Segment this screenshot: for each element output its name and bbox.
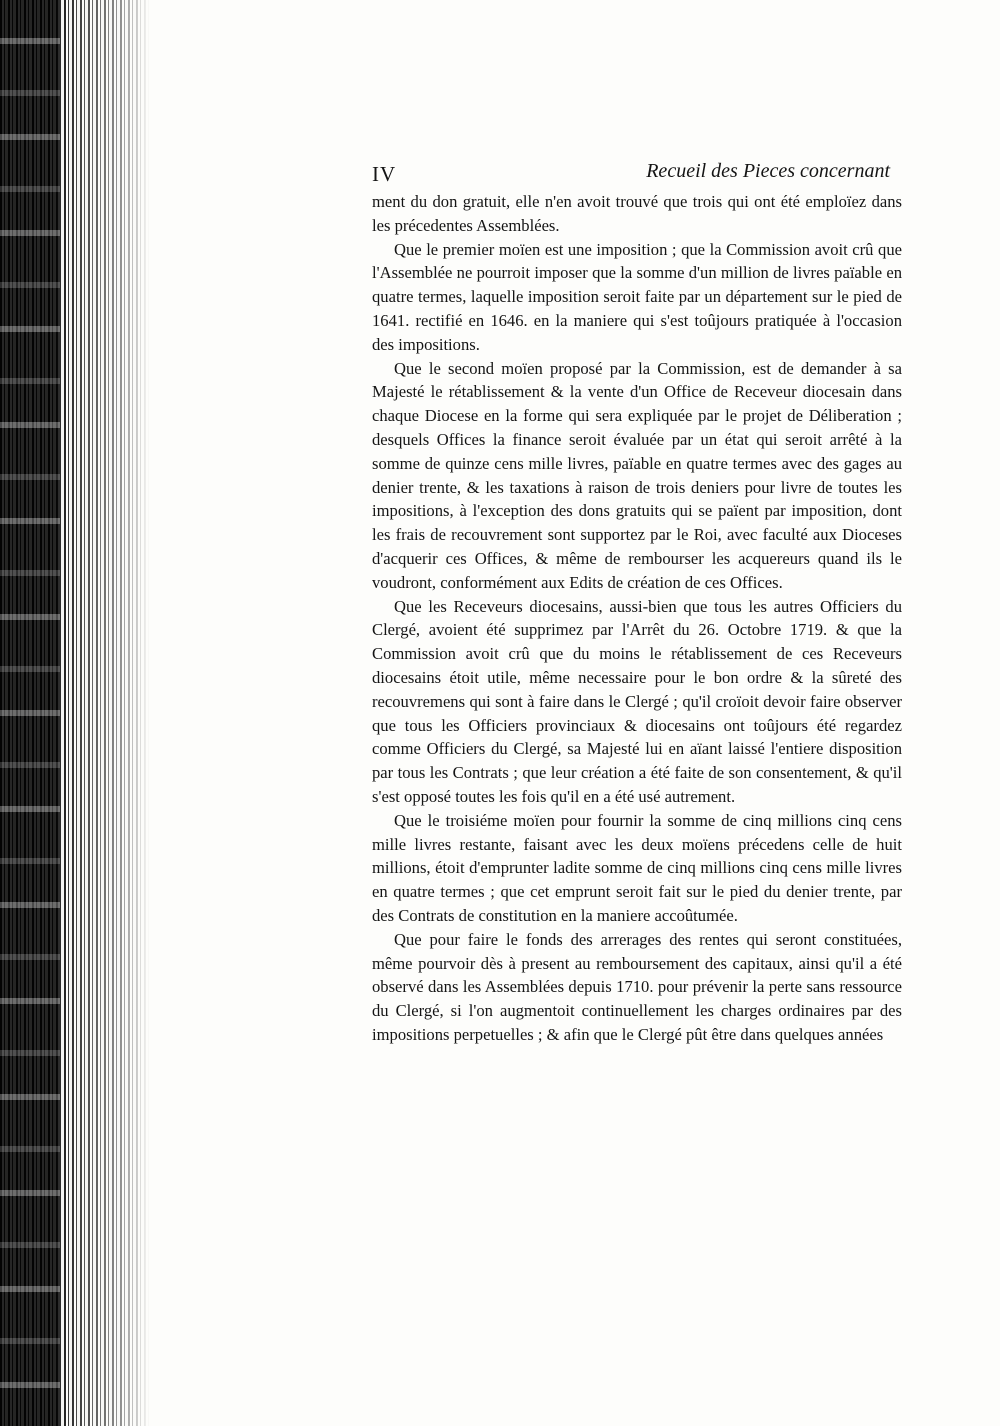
text-block [372,160,902,1047]
running-title: Recueil des Pieces concernant [646,160,890,182]
body-text [372,190,902,1047]
paragraph: Que le troisiéme moïen pour fournir la somme de cinq millions cinq cens mille livres restante, faisant avec les deux moïens précedens celle de huit millions, étoit d'emprunter ladite somme de cinq millions cinq cens mille livres en quatre termes ; que cet emprunt seroit fait sur le pied du denier trente, par des Contrats de constitution en la maniere accoûtumée. [372,810,902,925]
paragraph: Que les Receveurs diocesains, aussi-bien que tous les autres Officiers du Clergé, avoient été supprimez par l'Arrêt du 26. Octobre 1719. & que la Commission avoit crû que du moins le rétablissement de ces Receveurs diocesains étoit utile, même necessaire pour le bon ordre & la sûreté des recouvremens qui sont à faire dans le Clergé ; qu'il croïoit devoir faire observer que tous les Officiers provinciaux & diocesains ont toûjours été regardez comme Officiers du Clergé, sa Majesté lui en aïant laissé l'entiere disposition par tous les Contrats ; que leur création a été faite de son consentement, & qu'il s'est opposé toutes les fois qu'il en a été usé autrement. [372,596,902,806]
paragraph: Que le second moïen proposé par la Commission, est de demander à sa Majesté le rétablissement & la vente d'un Office de Receveur diocesain dans chaque Diocese en la forme qui sera expliquée par le projet de Déliberation ; desquels Offices la finance seroit évaluée par un état qui seroit arrêté à la somme de quinze cens mille livres, païable en quatre termes avec des gages au denier trente, & les taxations à raison de trois deniers pour livre de toutes les impositions, à l'exception des dons gratuits qui se païent par imposition, dont les frais de recouvrement sont supportez par le Roi, avec faculté aux Dioceses d'acquerir ces Offices, & même de rembourser les acquereurs quand ils le voudront, conformément aux Edits de création de ces Offices. [372,358,902,592]
page-number: IV [372,162,397,186]
paragraph: Que le premier moïen est une imposition ; que la Commission avoit crû que l'Assemblée ne pourroit imposer que la somme d'un million de livres païable en quatre termes, laquelle imposition seroit faite par un département sur le pied de 1641. rectifié en 1646. en la maniere qui s'est toûjours pratiquée à l'occasion des impositions. [372,239,902,354]
paragraph: Que pour faire le fonds des arrerages des rentes qui seront constituées, même pourvoir dès à present au remboursement des capitaux, ainsi qu'il a été observé dans les Assemblées depuis 1710. pour prévenir la perte sans ressource du Clergé, si l'on augmentoit continuellement les charges ordinaires par des impositions perpetuelles ; & afin que le Clergé pût être dans quelques années [372,929,902,1044]
running-head [372,160,902,190]
book-spine-edge [0,0,150,1426]
paragraph: ment du don gratuit, elle n'en avoit trouvé que trois qui ont été emploïez dans les précedentes Assemblées. [372,192,902,235]
